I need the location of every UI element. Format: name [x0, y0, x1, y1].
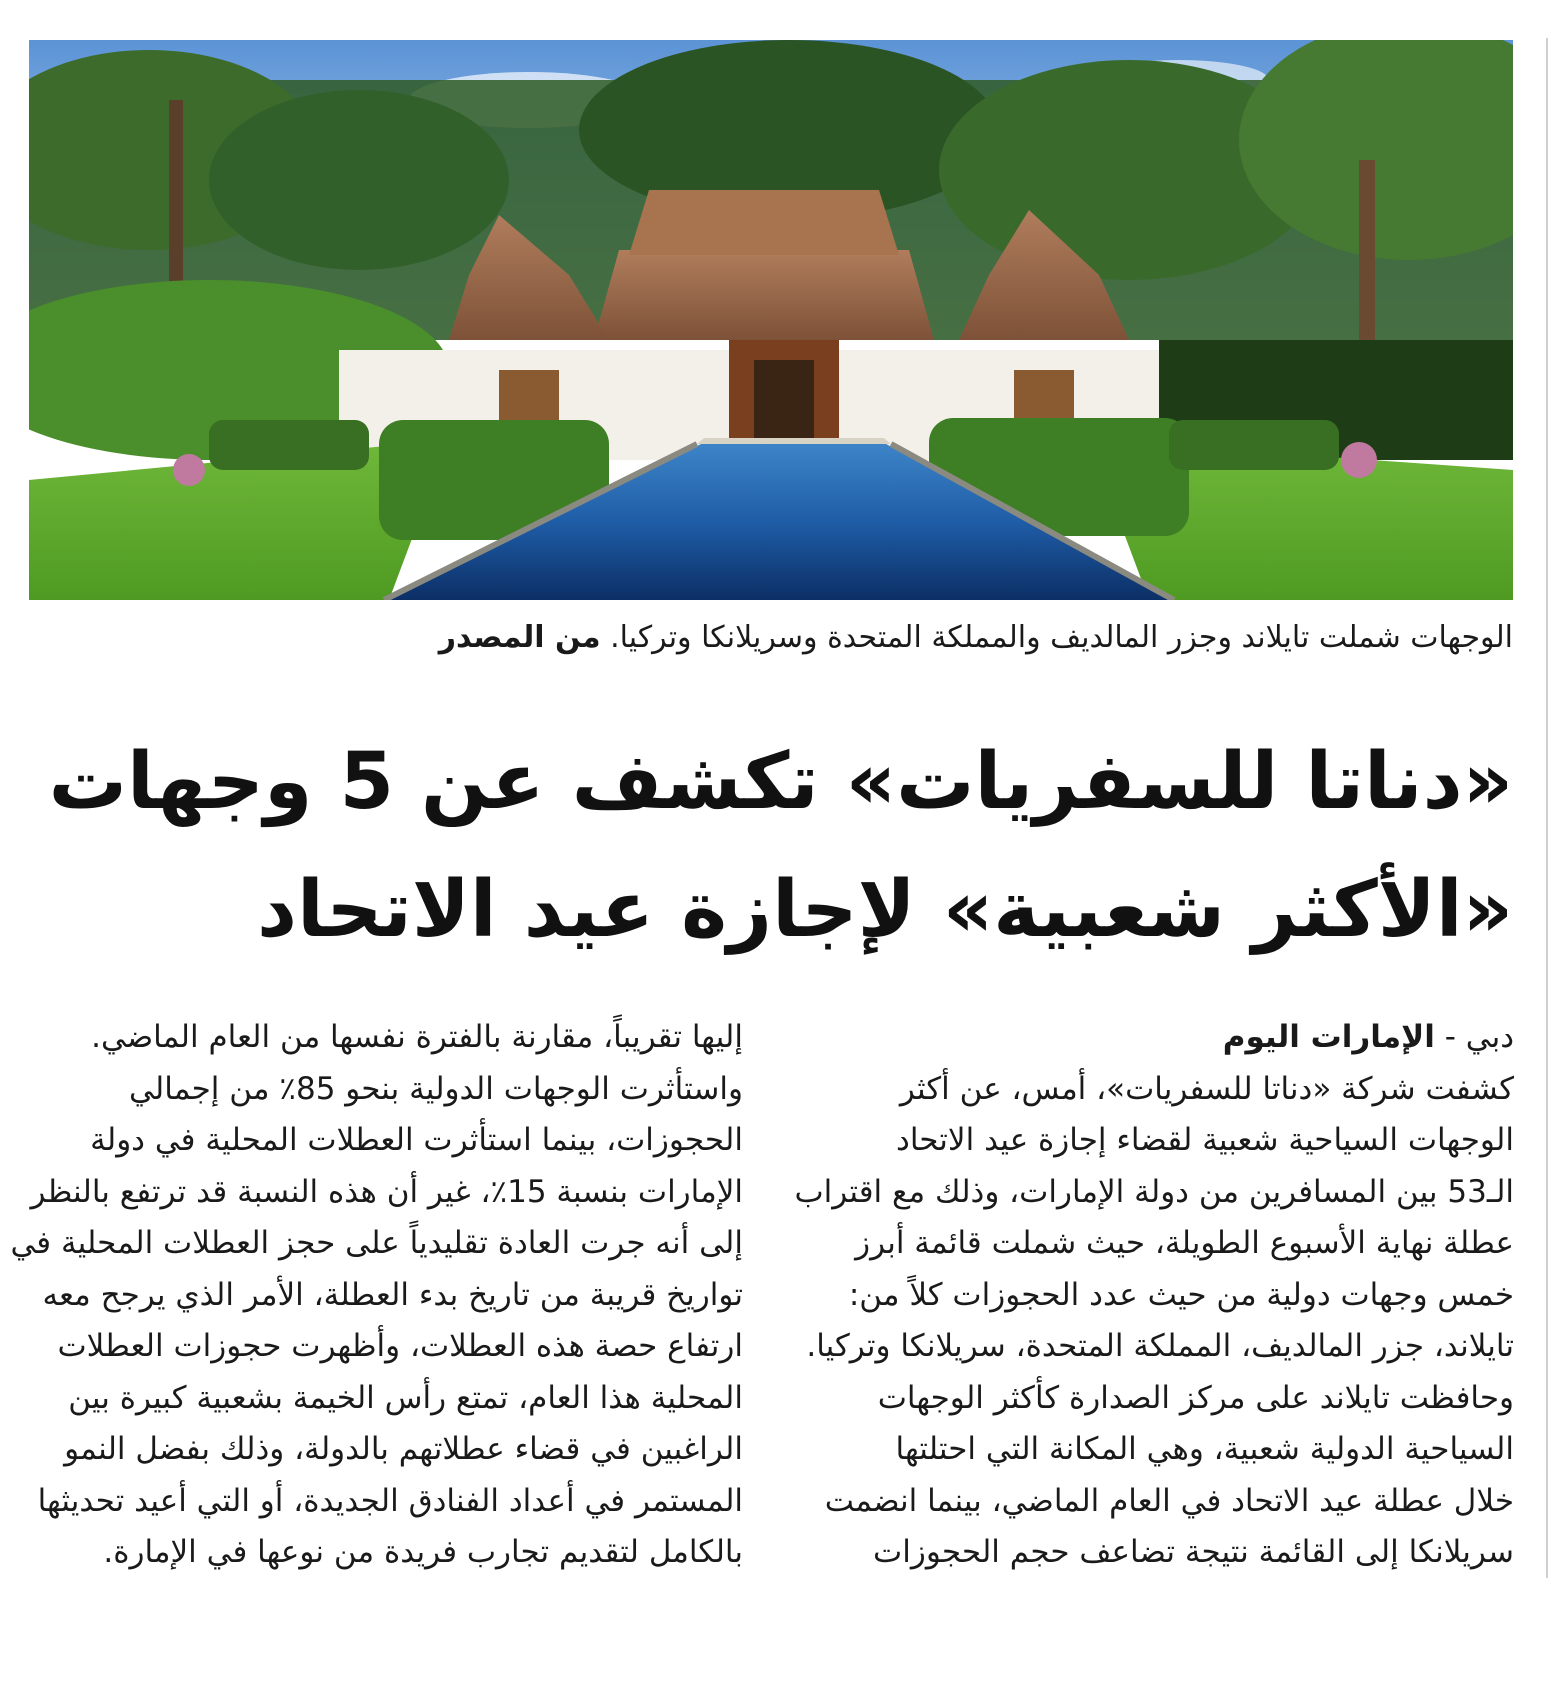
body-line: السياحية الدولية شعبية، وهي المكانة التي احتلتها [895, 1431, 1514, 1467]
body-line: وحافظت تايلاند على مركز الصدارة كأكثر الوجهات [877, 1379, 1514, 1416]
dateline-place: دبي - [1444, 1019, 1514, 1055]
body-line: عطلة نهاية الأسبوع الطويلة، حيث شملت قائمة أبرز [855, 1225, 1514, 1261]
body-line: سريلانكا إلى القائمة نتيجة تضاعف حجم الحجوزات [873, 1534, 1514, 1570]
body-line: الـ53 بين المسافرين من دولة الإمارات، وذلك مع اقتراب [794, 1173, 1514, 1210]
dateline-source: الإمارات اليوم [1222, 1019, 1435, 1055]
body-line: إليها تقريباً، مقارنة بالفترة نفسها من العام الماضي. [91, 1019, 743, 1055]
column-rule [1546, 38, 1548, 1578]
body-line: خمس وجهات دولية من حيث عدد الحجوزات كلاً من: [848, 1276, 1514, 1313]
caption-credit: من المصدر [438, 620, 601, 655]
body-line: خلال عطلة عيد الاتحاد في العام الماضي، بينما انضمت [824, 1482, 1514, 1519]
body-line: الراغبين في قضاء عطلاتهم بالدولة، وذلك بفضل النمو [64, 1431, 743, 1467]
body-line: الوجهات السياحية شعبية لقضاء إجازة عيد الاتحاد [896, 1122, 1514, 1158]
body-line: واستأثرت الوجهات الدولية بنحو 85٪ من إجمالي [128, 1070, 743, 1107]
article-column-left [10, 1012, 743, 1579]
body-line: تايلاند، جزر المالديف، المملكة المتحدة، سريلانكا وتركيا. [806, 1328, 1514, 1364]
article-photo [29, 40, 1513, 600]
article-headline [29, 718, 1513, 974]
dateline [800, 1012, 1514, 1064]
body-line: بالكامل لتقديم تجارب فريدة من نوعها في الإمارة. [103, 1534, 743, 1570]
body-line: ارتفاع حصة هذه العطلات، وأظهرت حجوزات العطلات [57, 1328, 743, 1364]
body-line: المحلية هذا العام، تمتع رأس الخيمة بشعبية كبيرة بين [68, 1379, 743, 1416]
article-column-right [794, 1012, 1514, 1579]
body-line: الإمارات بنسبة 15٪، غير أن هذه النسبة قد ترتفع بالنظر [30, 1173, 743, 1210]
body-line: المستمر في أعداد الفنادق الجديدة، أو التي أعيد تحديثها [37, 1482, 743, 1519]
body-line: إلى أنه جرت العادة تقليدياً على حجز العطلات المحلية في [10, 1225, 743, 1261]
body-line: تواريخ قريبة من تاريخ بدء العطلة، الأمر الذي يرجح معه [42, 1276, 743, 1313]
photo-caption [29, 615, 1513, 661]
body-line: الحجوزات، بينما استأثرت العطلات المحلية في دولة [90, 1122, 743, 1158]
headline-line-1: «دناتا للسفريات» تكشف عن 5 وجهات [48, 737, 1513, 827]
body-line: كشفت شركة «دناتا للسفريات»، أمس، عن أكثر [899, 1070, 1514, 1107]
headline-line-2: «الأكثر شعبية» لإجازة عيد الاتحاد [257, 865, 1513, 955]
caption-text: الوجهات شملت تايلاند وجزر المالديف والمملكة المتحدة وسريلانكا وتركيا. [610, 620, 1513, 655]
